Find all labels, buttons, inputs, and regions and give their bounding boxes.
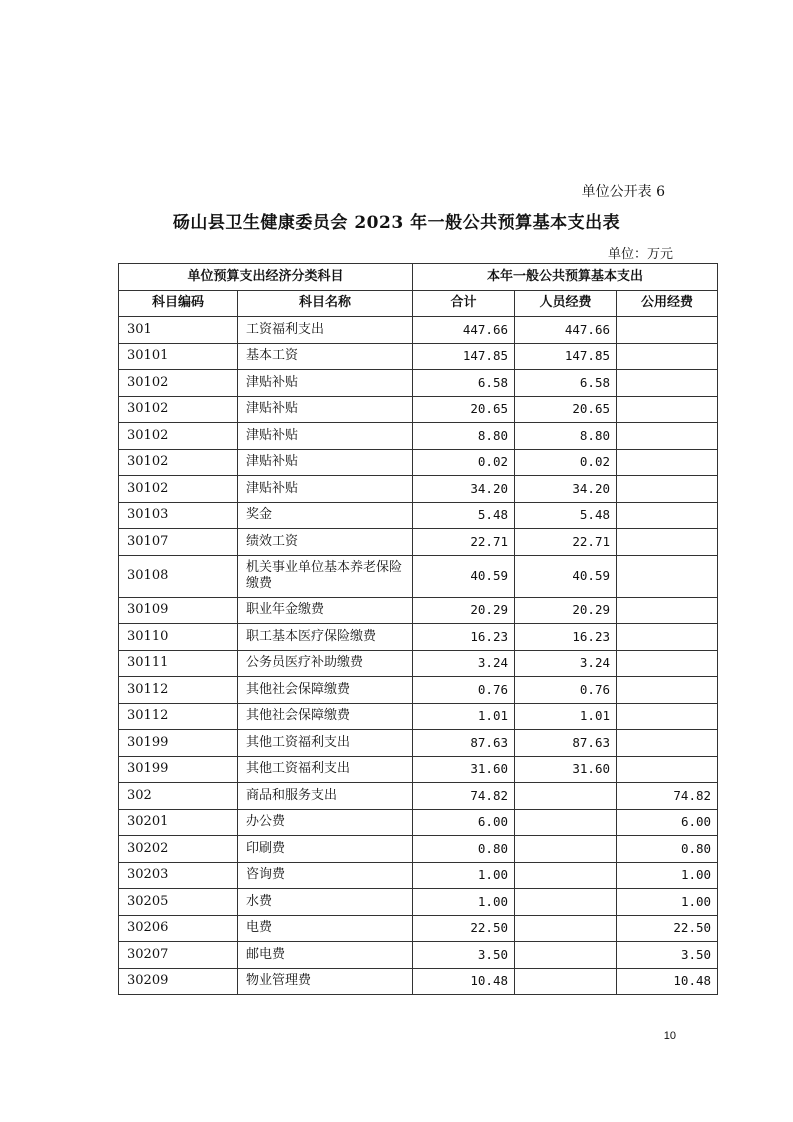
cell-public: 22.50 — [617, 915, 718, 942]
cell-name: 物业管理费 — [238, 968, 413, 995]
cell-public — [617, 476, 718, 503]
cell-code: 30201 — [119, 809, 238, 836]
cell-code: 30203 — [119, 862, 238, 889]
cell-total: 8.80 — [413, 423, 515, 450]
column-header-code: 科目编码 — [119, 290, 238, 317]
table-row — [119, 783, 718, 810]
cell-name: 印刷费 — [238, 836, 413, 863]
table-row — [119, 677, 718, 704]
cell-total: 0.02 — [413, 449, 515, 476]
cell-name: 津贴补贴 — [238, 370, 413, 397]
cell-code: 30207 — [119, 942, 238, 969]
cell-name: 津贴补贴 — [238, 423, 413, 450]
cell-name: 其他社会保障缴费 — [238, 703, 413, 730]
cell-personnel: 447.66 — [515, 317, 617, 344]
cell-personnel — [515, 942, 617, 969]
classification-group-header: 单位预算支出经济分类科目 — [119, 264, 413, 291]
cell-name: 其他工资福利支出 — [238, 756, 413, 783]
cell-name: 商品和服务支出 — [238, 783, 413, 810]
cell-personnel: 22.71 — [515, 529, 617, 556]
cell-code: 30111 — [119, 650, 238, 677]
table-row — [119, 942, 718, 969]
column-header-name: 科目名称 — [238, 290, 413, 317]
cell-total: 147.85 — [413, 343, 515, 370]
table-row — [119, 597, 718, 624]
table-row — [119, 862, 718, 889]
cell-total: 20.65 — [413, 396, 515, 423]
cell-public: 3.50 — [617, 942, 718, 969]
cell-name: 咨询费 — [238, 862, 413, 889]
cell-total: 87.63 — [413, 730, 515, 757]
table-row — [119, 650, 718, 677]
cell-name: 其他工资福利支出 — [238, 730, 413, 757]
cell-public — [617, 624, 718, 651]
cell-total: 74.82 — [413, 783, 515, 810]
table-row — [119, 703, 718, 730]
cell-public — [617, 370, 718, 397]
cell-personnel — [515, 968, 617, 995]
table-row — [119, 836, 718, 863]
cell-code: 30102 — [119, 396, 238, 423]
cell-total: 34.20 — [413, 476, 515, 503]
cell-public: 0.80 — [617, 836, 718, 863]
cell-personnel: 8.80 — [515, 423, 617, 450]
cell-total: 10.48 — [413, 968, 515, 995]
cell-code: 30110 — [119, 624, 238, 651]
cell-personnel — [515, 915, 617, 942]
cell-public — [617, 529, 718, 556]
cell-personnel: 1.01 — [515, 703, 617, 730]
cell-name: 水费 — [238, 889, 413, 916]
cell-total: 1.00 — [413, 889, 515, 916]
table-row — [119, 555, 718, 597]
cell-public: 6.00 — [617, 809, 718, 836]
cell-personnel — [515, 783, 617, 810]
cell-code: 30199 — [119, 730, 238, 757]
cell-public — [617, 396, 718, 423]
cell-total: 3.50 — [413, 942, 515, 969]
cell-public — [617, 650, 718, 677]
cell-personnel: 147.85 — [515, 343, 617, 370]
cell-public: 10.48 — [617, 968, 718, 995]
document-title: 砀山县卫生健康委员会 2023 年一般公共预算基本支出表 — [172, 213, 621, 233]
table-row — [119, 343, 718, 370]
cell-total: 16.23 — [413, 624, 515, 651]
cell-total: 31.60 — [413, 756, 515, 783]
cell-personnel: 3.24 — [515, 650, 617, 677]
cell-public — [617, 423, 718, 450]
cell-code: 30102 — [119, 449, 238, 476]
cell-name: 津贴补贴 — [238, 476, 413, 503]
cell-name: 绩效工资 — [238, 529, 413, 556]
table-row — [119, 502, 718, 529]
cell-total: 1.00 — [413, 862, 515, 889]
cell-total: 0.76 — [413, 677, 515, 704]
cell-public: 74.82 — [617, 783, 718, 810]
cell-personnel: 16.23 — [515, 624, 617, 651]
cell-public — [617, 502, 718, 529]
cell-name: 奖金 — [238, 502, 413, 529]
cell-total: 22.50 — [413, 915, 515, 942]
cell-name: 职工基本医疗保险缴费 — [238, 624, 413, 651]
cell-code: 30199 — [119, 756, 238, 783]
cell-code: 30112 — [119, 703, 238, 730]
cell-public — [617, 555, 718, 597]
cell-total: 0.80 — [413, 836, 515, 863]
cell-name: 机关事业单位基本养老保险缴费 — [238, 555, 413, 597]
column-header-row — [119, 290, 718, 317]
table-row — [119, 449, 718, 476]
cell-public — [617, 597, 718, 624]
cell-personnel: 20.65 — [515, 396, 617, 423]
cell-public — [617, 449, 718, 476]
column-header-public: 公用经费 — [617, 290, 718, 317]
table-row — [119, 529, 718, 556]
cell-code: 30206 — [119, 915, 238, 942]
cell-public — [617, 317, 718, 344]
cell-name: 职业年金缴费 — [238, 597, 413, 624]
cell-code: 30102 — [119, 370, 238, 397]
cell-public — [617, 677, 718, 704]
cell-name: 办公费 — [238, 809, 413, 836]
cell-personnel: 31.60 — [515, 756, 617, 783]
cell-name: 公务员医疗补助缴费 — [238, 650, 413, 677]
table-row — [119, 370, 718, 397]
cell-public — [617, 703, 718, 730]
cell-name: 津贴补贴 — [238, 449, 413, 476]
table-row — [119, 889, 718, 916]
table-row — [119, 756, 718, 783]
cell-code: 30103 — [119, 502, 238, 529]
cell-code: 30112 — [119, 677, 238, 704]
table-row — [119, 476, 718, 503]
cell-code: 30202 — [119, 836, 238, 863]
cell-personnel — [515, 836, 617, 863]
cell-code: 30102 — [119, 476, 238, 503]
basic-expenditure-group-header: 本年一般公共预算基本支出 — [413, 264, 718, 291]
cell-personnel: 6.58 — [515, 370, 617, 397]
unit-label: 单位：万元 — [607, 247, 673, 262]
table-row — [119, 624, 718, 651]
cell-total: 22.71 — [413, 529, 515, 556]
table-row — [119, 968, 718, 995]
cell-total: 40.59 — [413, 555, 515, 597]
cell-personnel — [515, 889, 617, 916]
cell-code: 301 — [119, 317, 238, 344]
cell-code: 30205 — [119, 889, 238, 916]
cell-personnel: 0.02 — [515, 449, 617, 476]
table-row — [119, 915, 718, 942]
cell-personnel — [515, 809, 617, 836]
cell-personnel: 20.29 — [515, 597, 617, 624]
cell-code: 30109 — [119, 597, 238, 624]
group-header-row — [119, 264, 718, 291]
cell-code: 30101 — [119, 343, 238, 370]
cell-name: 津贴补贴 — [238, 396, 413, 423]
cell-total: 3.24 — [413, 650, 515, 677]
cell-public — [617, 756, 718, 783]
cell-total: 20.29 — [413, 597, 515, 624]
cell-name: 基本工资 — [238, 343, 413, 370]
cell-total: 6.00 — [413, 809, 515, 836]
cell-name: 工资福利支出 — [238, 317, 413, 344]
table-body — [119, 317, 718, 995]
cell-public — [617, 343, 718, 370]
cell-total: 6.58 — [413, 370, 515, 397]
column-header-total: 合计 — [413, 290, 515, 317]
cell-public: 1.00 — [617, 862, 718, 889]
cell-personnel: 40.59 — [515, 555, 617, 597]
cell-code: 302 — [119, 783, 238, 810]
cell-personnel: 87.63 — [515, 730, 617, 757]
cell-public: 1.00 — [617, 889, 718, 916]
table-row — [119, 730, 718, 757]
cell-public — [617, 730, 718, 757]
cell-name: 邮电费 — [238, 942, 413, 969]
table-row — [119, 396, 718, 423]
table-row — [119, 809, 718, 836]
cell-personnel: 34.20 — [515, 476, 617, 503]
cell-code: 30108 — [119, 555, 238, 597]
page-number: 10 — [663, 1030, 676, 1042]
cell-total: 447.66 — [413, 317, 515, 344]
table-row — [119, 423, 718, 450]
cell-code: 30209 — [119, 968, 238, 995]
column-header-personnel: 人员经费 — [515, 290, 617, 317]
cell-name: 其他社会保障缴费 — [238, 677, 413, 704]
budget-table — [118, 263, 718, 995]
cell-total: 1.01 — [413, 703, 515, 730]
cell-code: 30102 — [119, 423, 238, 450]
cell-personnel: 0.76 — [515, 677, 617, 704]
cell-total: 5.48 — [413, 502, 515, 529]
cell-name: 电费 — [238, 915, 413, 942]
form-label: 单位公开表 6 — [581, 184, 665, 200]
cell-personnel: 5.48 — [515, 502, 617, 529]
table-row — [119, 317, 718, 344]
cell-personnel — [515, 862, 617, 889]
cell-code: 30107 — [119, 529, 238, 556]
